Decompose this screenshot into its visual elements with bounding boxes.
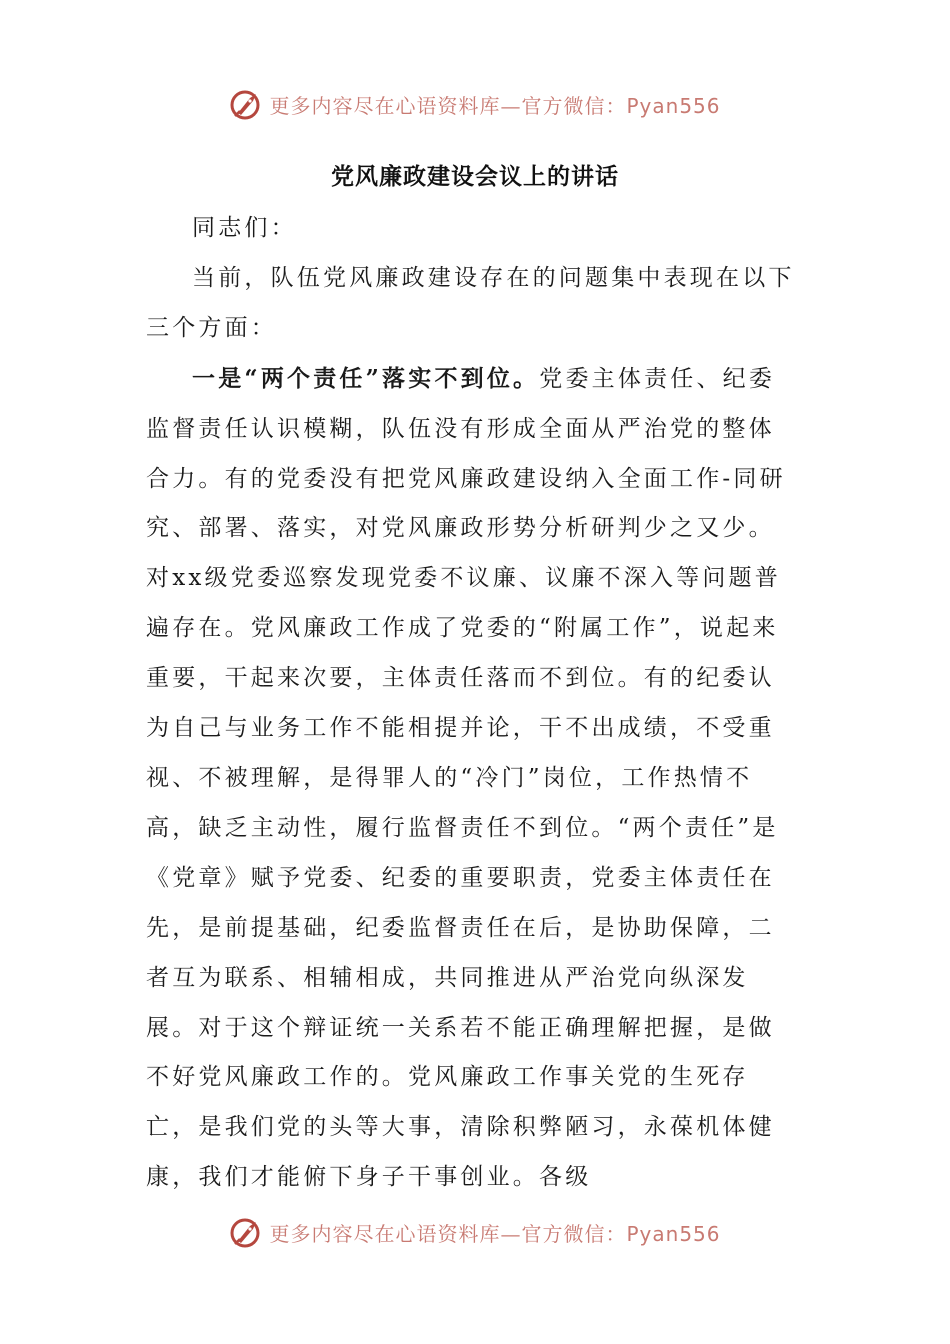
document-body [146, 204, 798, 1203]
pen-nib-logo-icon [229, 1214, 265, 1250]
banner-text [269, 90, 720, 119]
point-one-body: 党委主体责任、纪委监督责任认识模糊，队伍没有形成全面从严治党的整体合力。有的党委没有把党风廉政建设纳入全面工作-同研究、部署、落实，对党风廉政形势分析研判少之又少。对xx级党委巡察发现党委不议廉、议廉不深入等问题普遍存在。党风廉政工作成了党委的“附属工作”，说起来重要，干起来次要，主体责任落而不到位。有的纪委认为自己与业务工作不能相提并论，干不出成绩，不受重视、不被理解，是得罪人的“冷门”岗位，工作热情不高，缺乏主动性，履行监督责任不到位。“两个责任”是《党章》赋予党委、纪委的重要职责，党委主体责任在先，是前提基础，纪委监督责任在后，是协助保障，二者互为联系、相辅相成，共同推进从严治党向纵深发展。对于这个辩证统一关系若不能正确理解把握，是做不好党风廉政工作的。党风廉政工作事关党的生死存亡，是我们党的头等大事，清除积弊陋习，永葆机体健康，我们才能俯下身子干事创业。各级 [146, 365, 786, 1191]
banner-brand: 更多内容尽在心语资料库 [269, 93, 501, 118]
banner-brand: 更多内容尽在心语资料库 [269, 1221, 501, 1246]
point-one-paragraph [146, 354, 798, 1203]
banner-wechat-id: Pyan556 [626, 93, 721, 118]
point-one-heading: 一是“两个责任”落实不到位。 [192, 364, 540, 392]
banner-wechat-label: 官方微信： [521, 93, 627, 118]
banner-dash: — [500, 93, 522, 118]
banner-text [269, 1218, 720, 1247]
pen-nib-logo-icon [229, 86, 265, 122]
banner-wechat-label: 官方微信： [521, 1221, 627, 1246]
salutation: 同志们： [192, 215, 297, 241]
document-title: 党风廉政建设会议上的讲话 [331, 163, 619, 190]
footer-banner [0, 1210, 950, 1254]
banner-dash: — [500, 1221, 522, 1246]
header-banner [0, 82, 950, 126]
banner-wechat-id: Pyan556 [626, 1221, 721, 1246]
intro-paragraph: 当前，队伍党风廉政建设存在的问题集中表现在以下三个方面： [146, 264, 795, 341]
